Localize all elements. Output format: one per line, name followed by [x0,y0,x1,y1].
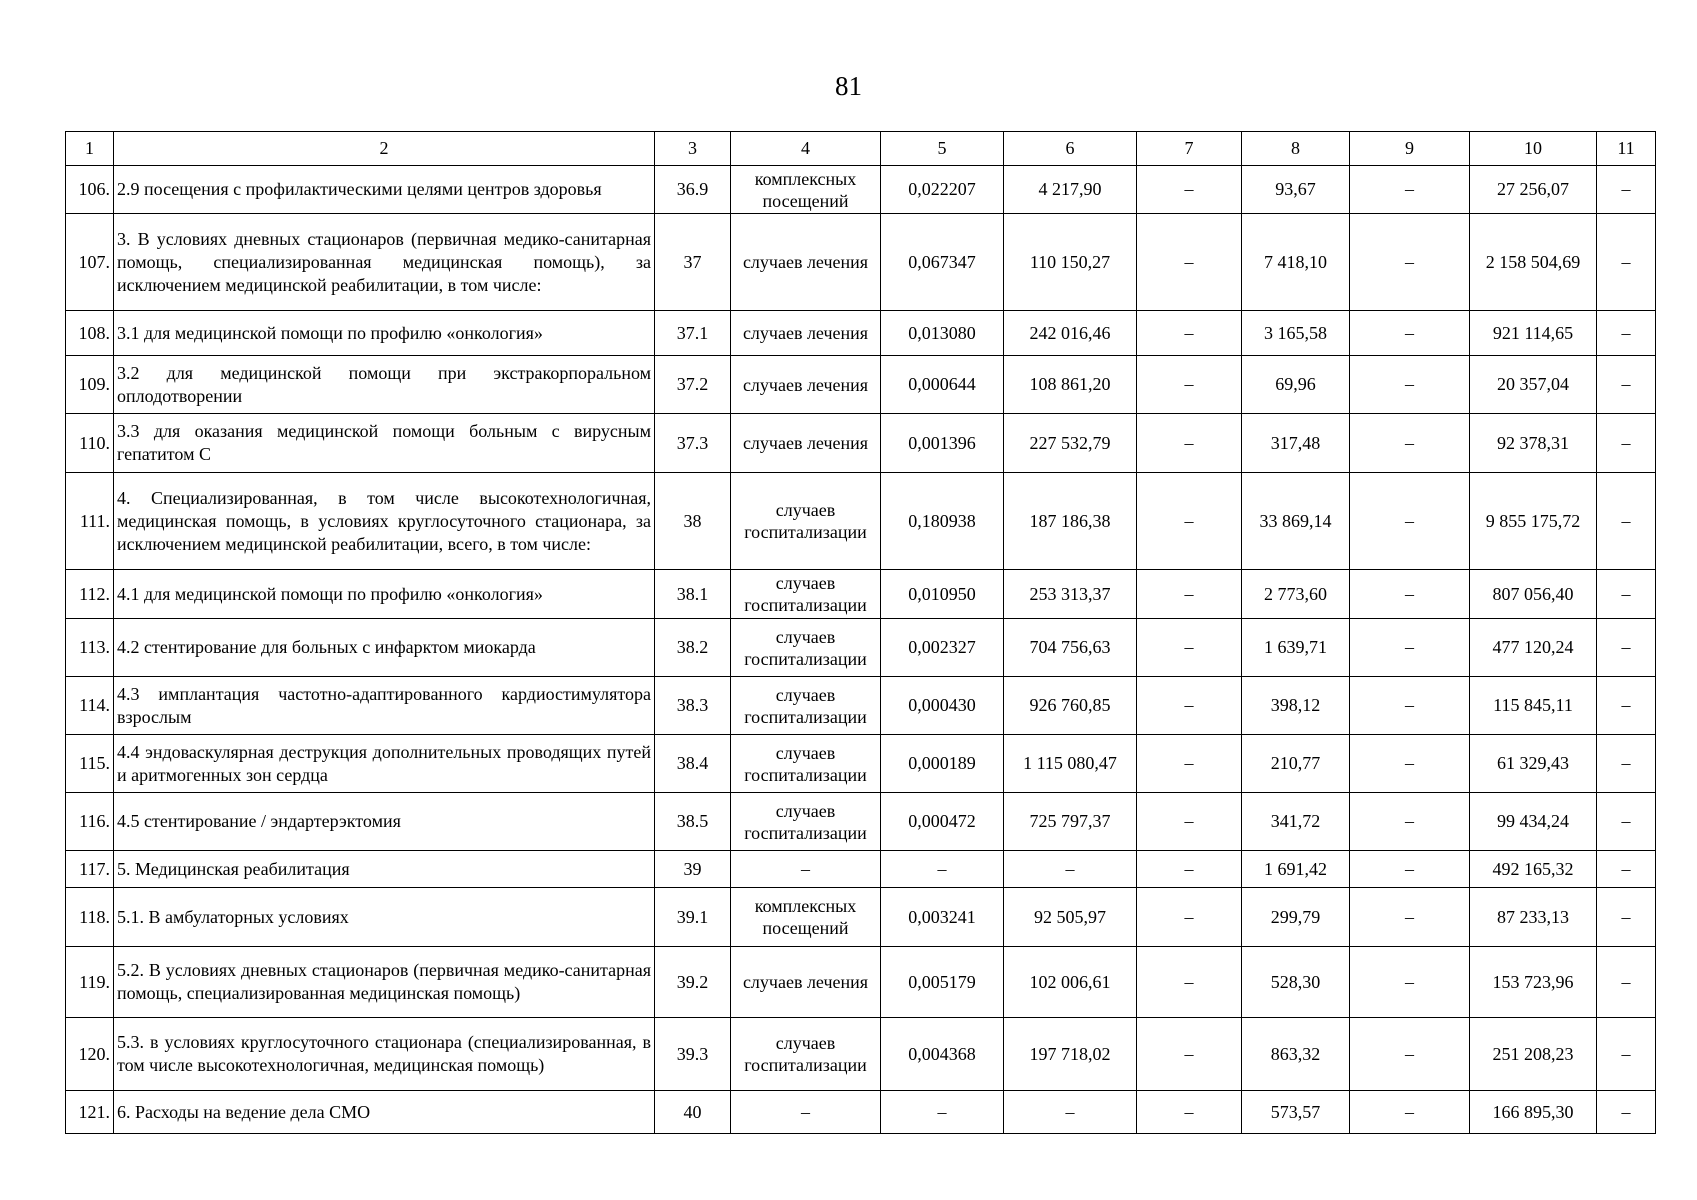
row-col6-cell: 110 150,27 [1004,214,1137,311]
header-cell: 2 [114,132,655,166]
table-row [66,1018,1656,1091]
row-col7-cell: – [1137,851,1242,888]
row-name-cell: 3.1 для медицинской помощи по профилю «онкология» [114,311,655,356]
row-number-cell: 106. [66,166,114,214]
table-row [66,851,1656,888]
row-name-cell: 3.3 для оказания медицинской помощи больным с вирусным гепатитом С [114,414,655,473]
row-unit-cell: случаев лечения [731,947,881,1018]
row-col11-cell: – [1597,793,1656,851]
row-col5-cell: 0,022207 [881,166,1004,214]
row-col6-cell: 1 115 080,47 [1004,735,1137,793]
row-unit-cell: случаев лечения [731,414,881,473]
row-col7-cell: – [1137,473,1242,570]
row-col9-cell: – [1350,947,1470,1018]
row-number-cell: 113. [66,619,114,677]
data-table [65,131,1656,1134]
row-col6-cell: – [1004,851,1137,888]
row-col11-cell: – [1597,356,1656,414]
row-col6-cell: 227 532,79 [1004,414,1137,473]
header-cell: 5 [881,132,1004,166]
row-col7-cell: – [1137,888,1242,947]
table-row [66,473,1656,570]
row-col5-cell: – [881,1091,1004,1134]
row-name-cell: 5.3. в условиях круглосуточного стационара (специализированная, в том числе высокотехнологичная, медицинская помощь) [114,1018,655,1091]
table-row [66,570,1656,619]
row-col6-cell: 725 797,37 [1004,793,1137,851]
row-col8-cell: 7 418,10 [1242,214,1350,311]
row-name-cell: 4.3 имплантация частотно-адаптированного кардиостимулятора взрослым [114,677,655,735]
row-col10-cell: 9 855 175,72 [1470,473,1597,570]
page-number: 81 [835,71,862,101]
row-col7-cell: – [1137,619,1242,677]
row-code-cell: 39.2 [655,947,731,1018]
row-col6-cell: 926 760,85 [1004,677,1137,735]
header-cell: 6 [1004,132,1137,166]
table-row [66,677,1656,735]
row-name-cell: 4.4 эндоваскулярная деструкция дополнительных проводящих путей и аритмогенных зон сердца [114,735,655,793]
row-name-cell: 4.2 стентирование для больных с инфарктом миокарда [114,619,655,677]
row-number-cell: 115. [66,735,114,793]
row-code-cell: 37.3 [655,414,731,473]
row-col8-cell: 863,32 [1242,1018,1350,1091]
row-unit-cell: случаев госпитализации [731,677,881,735]
row-col5-cell: 0,000644 [881,356,1004,414]
row-col5-cell: 0,003241 [881,888,1004,947]
row-code-cell: 39 [655,851,731,888]
row-col9-cell: – [1350,1091,1470,1134]
row-col9-cell: – [1350,473,1470,570]
row-col6-cell: 253 313,37 [1004,570,1137,619]
row-name-cell: 5.1. В амбулаторных условиях [114,888,655,947]
row-col9-cell: – [1350,570,1470,619]
row-code-cell: 37.1 [655,311,731,356]
row-col7-cell: – [1137,735,1242,793]
row-col7-cell: – [1137,793,1242,851]
row-col5-cell: 0,005179 [881,947,1004,1018]
row-col8-cell: 69,96 [1242,356,1350,414]
row-col11-cell: – [1597,947,1656,1018]
row-unit-cell: случаев госпитализации [731,1018,881,1091]
table-row [66,619,1656,677]
row-number-cell: 107. [66,214,114,311]
row-col10-cell: 153 723,96 [1470,947,1597,1018]
row-name-cell: 2.9 посещения с профилактическими целями центров здоровья [114,166,655,214]
table-row [66,311,1656,356]
row-unit-cell: случаев лечения [731,214,881,311]
row-code-cell: 38.4 [655,735,731,793]
row-name-cell: 3. В условиях дневных стационаров (первичная медико-санитарная помощь, специализированная медицинская помощь), за исключением медицинской реабилитации, в том числе: [114,214,655,311]
row-col7-cell: – [1137,570,1242,619]
header-cell: 10 [1470,132,1597,166]
row-number-cell: 108. [66,311,114,356]
row-unit-cell: случаев госпитализации [731,473,881,570]
row-col11-cell: – [1597,1091,1656,1134]
row-code-cell: 39.1 [655,888,731,947]
header-cell: 4 [731,132,881,166]
row-col11-cell: – [1597,473,1656,570]
row-col6-cell: 187 186,38 [1004,473,1137,570]
row-col11-cell: – [1597,214,1656,311]
row-code-cell: 39.3 [655,1018,731,1091]
row-name-cell: 4.5 стентирование / эндартерэктомия [114,793,655,851]
row-name-cell: 5.2. В условиях дневных стационаров (первичная медико-санитарная помощь, специализированная медицинская помощь) [114,947,655,1018]
table-row [66,356,1656,414]
row-col9-cell: – [1350,735,1470,793]
row-unit-cell: случаев лечения [731,311,881,356]
row-col10-cell: 477 120,24 [1470,619,1597,677]
row-unit-cell: комплексных посещений [731,166,881,214]
row-col9-cell: – [1350,166,1470,214]
header-cell: 7 [1137,132,1242,166]
table-row [66,888,1656,947]
row-code-cell: 38.5 [655,793,731,851]
header-cell: 8 [1242,132,1350,166]
row-col5-cell: 0,004368 [881,1018,1004,1091]
row-col6-cell: – [1004,1091,1137,1134]
row-col5-cell: 0,000472 [881,793,1004,851]
row-col5-cell: 0,000430 [881,677,1004,735]
row-col10-cell: 492 165,32 [1470,851,1597,888]
row-number-cell: 119. [66,947,114,1018]
row-number-cell: 117. [66,851,114,888]
row-unit-cell: случаев госпитализации [731,793,881,851]
table-row [66,793,1656,851]
row-col8-cell: 3 165,58 [1242,311,1350,356]
row-col7-cell: – [1137,414,1242,473]
row-col11-cell: – [1597,851,1656,888]
row-name-cell: 4.1 для медицинской помощи по профилю «онкология» [114,570,655,619]
table-row [66,735,1656,793]
row-number-cell: 109. [66,356,114,414]
row-col10-cell: 27 256,07 [1470,166,1597,214]
row-code-cell: 36.9 [655,166,731,214]
row-code-cell: 37 [655,214,731,311]
row-col10-cell: 92 378,31 [1470,414,1597,473]
row-col5-cell: 0,067347 [881,214,1004,311]
row-col11-cell: – [1597,677,1656,735]
row-col9-cell: – [1350,1018,1470,1091]
row-col8-cell: 317,48 [1242,414,1350,473]
row-col5-cell: 0,010950 [881,570,1004,619]
row-col10-cell: 61 329,43 [1470,735,1597,793]
row-col5-cell: – [881,851,1004,888]
row-col6-cell: 704 756,63 [1004,619,1137,677]
row-number-cell: 114. [66,677,114,735]
row-col7-cell: – [1137,947,1242,1018]
row-col8-cell: 573,57 [1242,1091,1350,1134]
row-col8-cell: 1 691,42 [1242,851,1350,888]
row-unit-cell: случаев лечения [731,356,881,414]
row-col9-cell: – [1350,356,1470,414]
header-cell: 1 [66,132,114,166]
row-number-cell: 121. [66,1091,114,1134]
row-col10-cell: 251 208,23 [1470,1018,1597,1091]
row-col8-cell: 398,12 [1242,677,1350,735]
row-code-cell: 40 [655,1091,731,1134]
row-col6-cell: 242 016,46 [1004,311,1137,356]
row-col8-cell: 93,67 [1242,166,1350,214]
row-col10-cell: 99 434,24 [1470,793,1597,851]
row-name-cell: 6. Расходы на ведение дела СМО [114,1091,655,1134]
row-col11-cell: – [1597,570,1656,619]
table-row [66,1091,1656,1134]
row-col11-cell: – [1597,619,1656,677]
table-row [66,414,1656,473]
row-col6-cell: 92 505,97 [1004,888,1137,947]
row-col11-cell: – [1597,166,1656,214]
row-unit-cell: случаев госпитализации [731,735,881,793]
row-code-cell: 38.2 [655,619,731,677]
row-col11-cell: – [1597,735,1656,793]
row-col11-cell: – [1597,888,1656,947]
row-code-cell: 38.3 [655,677,731,735]
row-col6-cell: 197 718,02 [1004,1018,1137,1091]
row-col10-cell: 87 233,13 [1470,888,1597,947]
row-unit-cell: случаев госпитализации [731,570,881,619]
row-col5-cell: 0,180938 [881,473,1004,570]
row-col5-cell: 0,013080 [881,311,1004,356]
row-col8-cell: 299,79 [1242,888,1350,947]
row-col9-cell: – [1350,414,1470,473]
table-row [66,214,1656,311]
row-col7-cell: – [1137,214,1242,311]
row-col9-cell: – [1350,851,1470,888]
row-code-cell: 38 [655,473,731,570]
row-col7-cell: – [1137,1018,1242,1091]
row-col8-cell: 1 639,71 [1242,619,1350,677]
row-col11-cell: – [1597,311,1656,356]
row-unit-cell: случаев госпитализации [731,619,881,677]
row-col8-cell: 33 869,14 [1242,473,1350,570]
row-unit-cell: – [731,851,881,888]
row-col5-cell: 0,001396 [881,414,1004,473]
row-col10-cell: 2 158 504,69 [1470,214,1597,311]
row-col10-cell: 921 114,65 [1470,311,1597,356]
row-code-cell: 37.2 [655,356,731,414]
row-number-cell: 118. [66,888,114,947]
row-col7-cell: – [1137,1091,1242,1134]
row-col9-cell: – [1350,311,1470,356]
row-name-cell: 4. Специализированная, в том числе высокотехнологичная, медицинская помощь, в условиях круглосуточного стационара, за исключением медицинской реабилитации, всего, в том числе: [114,473,655,570]
row-col9-cell: – [1350,619,1470,677]
row-col9-cell: – [1350,793,1470,851]
row-col6-cell: 108 861,20 [1004,356,1137,414]
row-col9-cell: – [1350,214,1470,311]
row-col6-cell: 102 006,61 [1004,947,1137,1018]
row-col9-cell: – [1350,677,1470,735]
row-col5-cell: 0,002327 [881,619,1004,677]
row-name-cell: 3.2 для медицинской помощи при экстракорпоральном оплодотворении [114,356,655,414]
row-number-cell: 112. [66,570,114,619]
row-col7-cell: – [1137,166,1242,214]
row-col10-cell: 20 357,04 [1470,356,1597,414]
row-code-cell: 38.1 [655,570,731,619]
row-col7-cell: – [1137,677,1242,735]
row-col8-cell: 341,72 [1242,793,1350,851]
row-col11-cell: – [1597,1018,1656,1091]
row-col8-cell: 2 773,60 [1242,570,1350,619]
table-row [66,166,1656,214]
row-col7-cell: – [1137,356,1242,414]
row-col6-cell: 4 217,90 [1004,166,1137,214]
row-col9-cell: – [1350,888,1470,947]
row-col10-cell: 807 056,40 [1470,570,1597,619]
row-col11-cell: – [1597,414,1656,473]
row-unit-cell: комплексных посещений [731,888,881,947]
row-col10-cell: 166 895,30 [1470,1091,1597,1134]
header-row [66,132,1656,166]
row-col5-cell: 0,000189 [881,735,1004,793]
row-col10-cell: 115 845,11 [1470,677,1597,735]
row-number-cell: 116. [66,793,114,851]
row-number-cell: 120. [66,1018,114,1091]
row-col8-cell: 528,30 [1242,947,1350,1018]
row-col8-cell: 210,77 [1242,735,1350,793]
header-cell: 9 [1350,132,1470,166]
table-row [66,947,1656,1018]
header-cell: 11 [1597,132,1656,166]
row-col7-cell: – [1137,311,1242,356]
row-number-cell: 110. [66,414,114,473]
row-number-cell: 111. [66,473,114,570]
header-cell: 3 [655,132,731,166]
row-name-cell: 5. Медицинская реабилитация [114,851,655,888]
row-unit-cell: – [731,1091,881,1134]
